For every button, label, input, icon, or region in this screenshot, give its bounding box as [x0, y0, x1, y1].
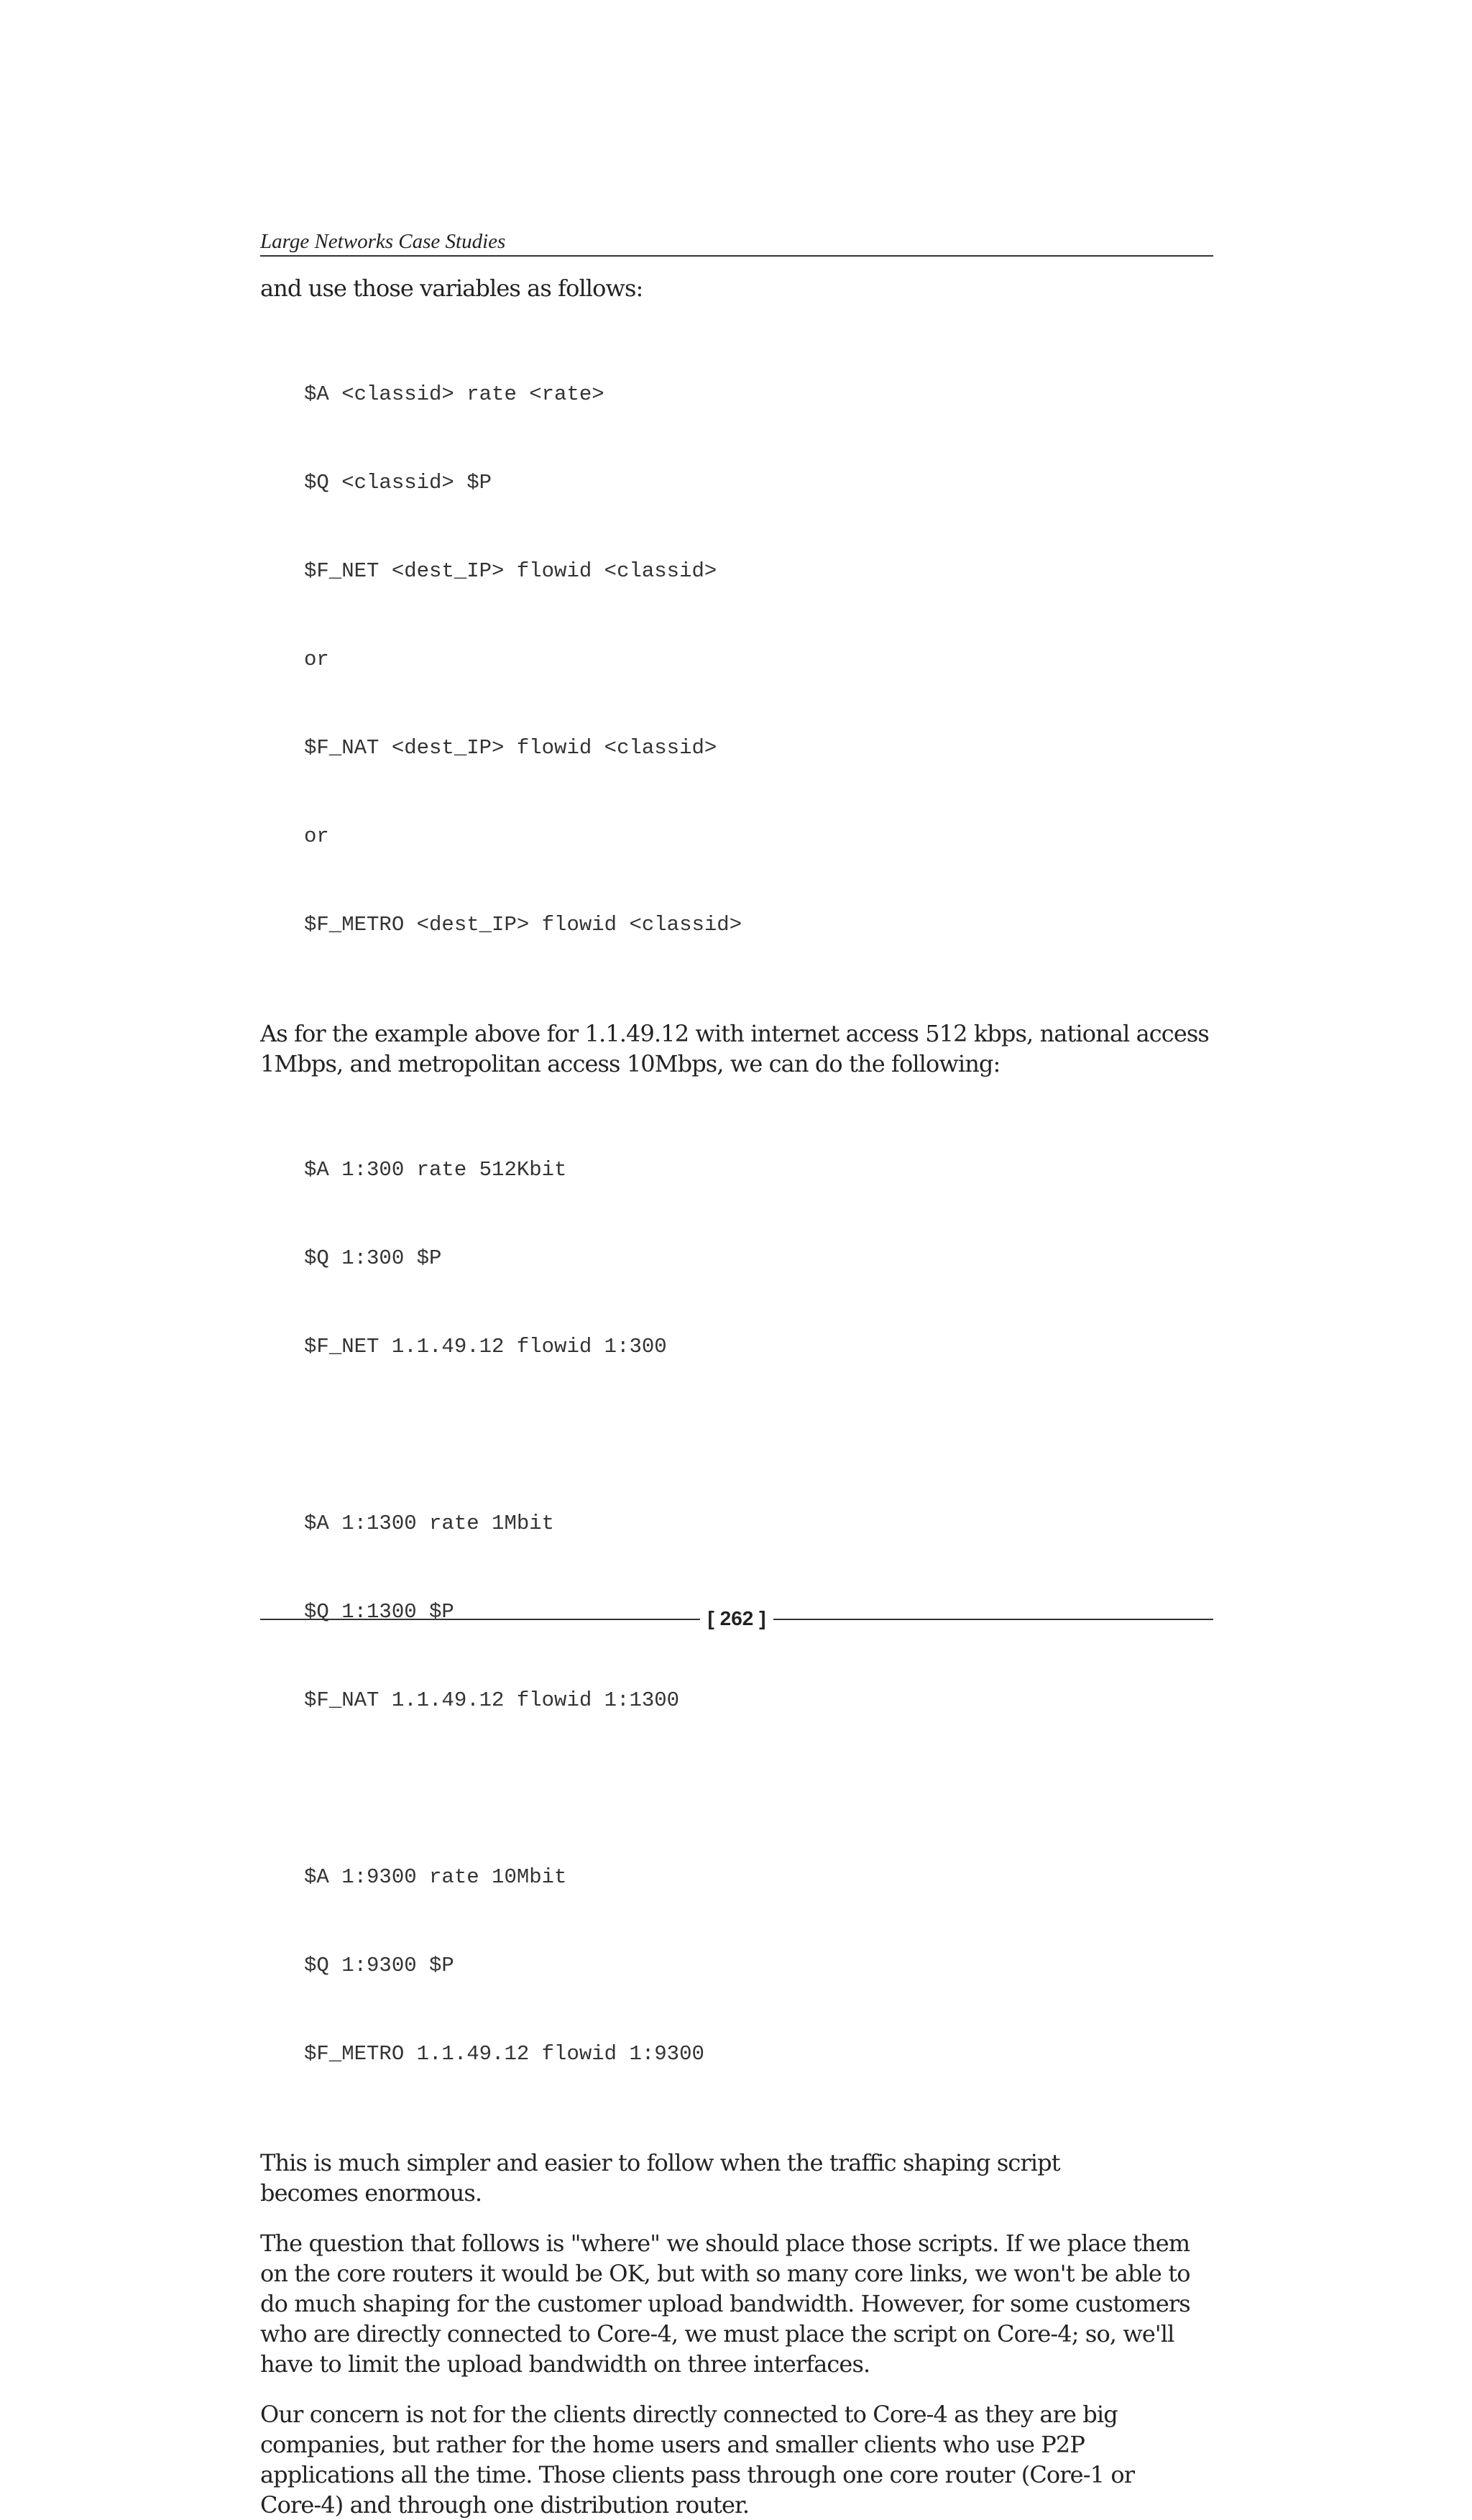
- paragraph-where: [260, 2228, 1213, 2379]
- paragraph-line: do much shaping for the customer upload bandwidth. However, for some customers: [260, 2290, 1190, 2317]
- page-content: [260, 273, 1213, 2520]
- code-blank-line: [304, 1420, 1213, 1450]
- code-line: $Q 1:1300 $P: [304, 1600, 454, 1624]
- code-line: $F_METRO 1.1.49.12 flowid 1:9300: [304, 2042, 704, 2066]
- code-line: $F_NAT <dest_IP> flowid <classid>: [304, 736, 717, 760]
- code-block-variables: [304, 321, 1213, 998]
- paragraph-line: The question that follows is "where" we should place those scripts. If we place them: [260, 2230, 1190, 2257]
- paragraph-simpler: [260, 2148, 1213, 2208]
- footer-rule-left: [260, 1619, 700, 1620]
- code-line: $F_NET 1.1.49.12 flowid 1:300: [304, 1335, 667, 1358]
- code-line: or: [304, 648, 329, 671]
- code-line: $A 1:1300 rate 1Mbit: [304, 1512, 555, 1535]
- code-line: $A 1:300 rate 512Kbit: [304, 1158, 567, 1182]
- paragraph-intro: and use those variables as follows:: [260, 275, 643, 302]
- code-line: $Q 1:9300 $P: [304, 1954, 454, 1977]
- paragraph-line: As for the example above for 1.1.49.12 with internet access 512 kbps, national access: [260, 1020, 1209, 1047]
- paragraph-line: on the core routers it would be OK, but with so many core links, we won't be able to: [260, 2260, 1190, 2287]
- code-line: $A 1:9300 rate 10Mbit: [304, 1865, 567, 1889]
- paragraph-line: who are directly connected to Core-4, we must place the script on Core-4; so, we'll: [260, 2320, 1174, 2347]
- page-number: [ 262 ]: [707, 1607, 766, 1629]
- paragraph-line: 1Mbps, and metropolitan access 10Mbps, we can do the following:: [260, 1050, 1000, 1077]
- paragraph-example: [260, 1018, 1213, 1079]
- running-header: Large Networks Case Studies: [260, 230, 506, 253]
- code-line: $F_NAT 1.1.49.12 flowid 1:1300: [304, 1688, 680, 1712]
- paragraph-line: becomes enormous.: [260, 2179, 482, 2207]
- code-line: $A <classid> rate <rate>: [304, 382, 604, 406]
- paragraph-concern: [260, 2399, 1213, 2520]
- paragraph-line: companies, but rather for the home users and smaller clients who use P2P: [260, 2431, 1085, 2458]
- page-footer: [260, 1604, 1213, 1633]
- paragraph-line: applications all the time. Those clients pass through one core router (Core-1 or: [260, 2461, 1135, 2488]
- paragraph-line: Core-4) and through one distribution router.: [260, 2491, 750, 2519]
- code-line: or: [304, 824, 329, 848]
- paragraph-line: Our concern is not for the clients directly connected to Core-4 as they are big: [260, 2401, 1118, 2428]
- code-line: $Q 1:300 $P: [304, 1246, 442, 1270]
- code-blank-line: [304, 1774, 1213, 1803]
- code-line: $F_METRO <dest_IP> flowid <classid>: [304, 913, 742, 937]
- code-line: $F_NET <dest_IP> flowid <classid>: [304, 559, 717, 583]
- header-rule: [260, 255, 1213, 257]
- paragraph-line: This is much simpler and easier to follow when the traffic shaping script: [260, 2149, 1060, 2176]
- code-line: $Q <classid> $P: [304, 471, 492, 495]
- paragraph-line: have to limit the upload bandwidth on three interfaces.: [260, 2350, 870, 2378]
- footer-rule-right: [773, 1619, 1213, 1620]
- book-page: [260, 0, 1213, 2519]
